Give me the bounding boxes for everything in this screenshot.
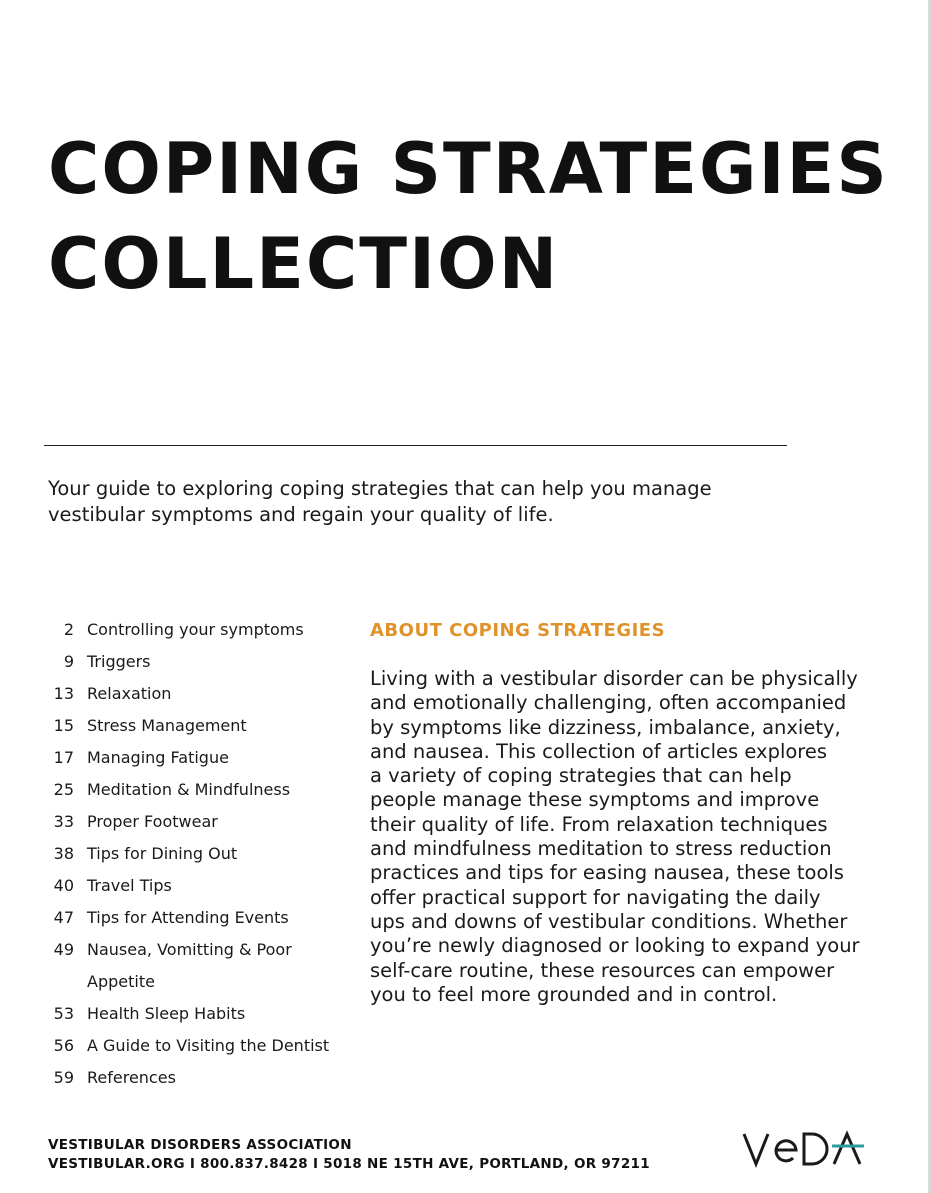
toc-item [48, 1062, 348, 1094]
toc-item [48, 742, 348, 774]
toc-label: Meditation & Mindfulness [87, 780, 291, 799]
toc-label: Stress Management [87, 716, 247, 735]
toc-page-number: 53 [53, 1004, 74, 1023]
about-body-line: by symptoms like dizziness, imbalance, anxiety, [370, 715, 841, 739]
toc-page-number: 15 [53, 716, 74, 735]
toc-label: A Guide to Visiting the Dentist [87, 1036, 330, 1055]
toc-page-number: 25 [53, 780, 74, 799]
toc-page-number: 33 [53, 812, 74, 831]
toc-item [48, 902, 348, 934]
about-body-line: and nausea. This collection of articles explores [370, 739, 828, 763]
toc-label: Nausea, Vomitting & Poor Appetite [87, 940, 292, 991]
title-divider [44, 445, 787, 446]
toc-label: Controlling your symptoms [87, 620, 304, 639]
toc-label: Proper Footwear [87, 812, 218, 831]
toc-item [48, 934, 348, 998]
about-body-line: Living with a vestibular disorder can be physically [370, 667, 858, 690]
toc-label: Triggers [87, 652, 151, 671]
table-of-contents [48, 614, 348, 1094]
about-body-line: their quality of life. From relaxation techniques [370, 812, 828, 836]
about-body-line: self-care routine, these resources can empower [370, 958, 835, 982]
about-body-line: people manage these symptoms and improve [370, 788, 820, 812]
about-body-line: and emotionally challenging, often accompanied [370, 691, 847, 715]
toc-page-number: 40 [53, 876, 74, 895]
toc-page-number: 9 [63, 652, 74, 671]
logo-letter-e [776, 1141, 796, 1161]
about-body-line: and mindfulness meditation to stress reduction [370, 837, 832, 861]
toc-label: References [87, 1068, 176, 1087]
intro-text: Your guide to exploring coping strategies that can help you manage vestibular symptoms and regain your quality of life. [48, 477, 712, 526]
toc-item [48, 614, 348, 646]
toc-item [48, 678, 348, 710]
toc-label: Relaxation [87, 684, 172, 703]
toc-label: Tips for Attending Events [87, 908, 289, 927]
about-body-line: you to feel more grounded and in control. [370, 982, 778, 1006]
toc-label: Travel Tips [87, 876, 172, 895]
toc-page-number: 2 [63, 620, 74, 639]
logo-letter-a [834, 1134, 860, 1164]
toc-item [48, 710, 348, 742]
about-heading: ABOUT COPING STRATEGIES [370, 620, 666, 641]
toc-page-number: 13 [53, 684, 74, 703]
about-body-line: you’re newly diagnosed or looking to expand your [370, 934, 860, 958]
about-body-line: ups and downs of vestibular conditions. Whether [370, 909, 848, 933]
toc-label: Managing Fatigue [87, 748, 229, 767]
logo-letter-d [804, 1134, 827, 1164]
about-body-line: a variety of coping strategies that can help [370, 764, 792, 788]
toc-page-number: 17 [53, 748, 74, 767]
page-title [48, 122, 889, 312]
toc-item [48, 870, 348, 902]
toc-label: Health Sleep Habits [87, 1004, 246, 1023]
toc-item [48, 774, 348, 806]
about-body-line: practices and tips for easing nausea, these tools [370, 861, 844, 885]
toc-page-number: 56 [53, 1036, 74, 1055]
logo-letter-v [744, 1134, 768, 1164]
footer-org-name: VESTIBULAR DISORDERS ASSOCIATION [48, 1137, 352, 1153]
title-line-2: COLLECTION [48, 223, 560, 305]
veda-logo [740, 1128, 866, 1170]
toc-page-number: 49 [53, 940, 74, 959]
footer-address: VESTIBULAR.ORG I 800.837.8428 I 5018 NE 15TH AVE, PORTLAND, OR 97211 [48, 1156, 650, 1172]
toc-item [48, 838, 348, 870]
about-body [370, 667, 870, 1007]
toc-page-number: 59 [53, 1068, 74, 1087]
toc-item [48, 806, 348, 838]
toc-item [48, 646, 348, 678]
title-line-1: COPING STRATEGIES [48, 128, 889, 210]
about-body-line: offer practical support for navigating the daily [370, 885, 821, 909]
toc-item [48, 998, 348, 1030]
toc-page-number: 47 [53, 908, 74, 927]
toc-page-number: 38 [53, 844, 74, 863]
toc-label: Tips for Dining Out [87, 844, 238, 863]
toc-item [48, 1030, 348, 1062]
